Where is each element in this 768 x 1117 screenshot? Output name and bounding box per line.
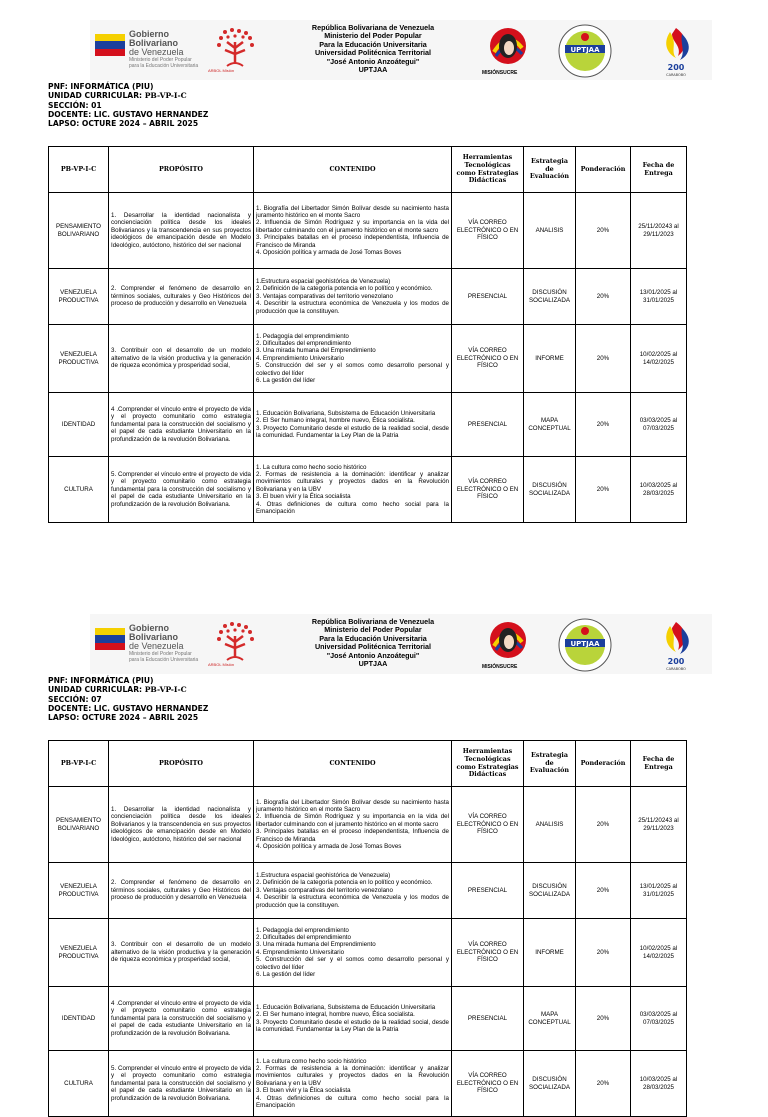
row-contenido — [254, 863, 452, 919]
institution-line: Universidad Politécnica Territorial — [314, 48, 432, 58]
seccion-label: SECCIÓN: 07 — [48, 694, 102, 704]
contenido-item: 2. Influencia de Simón Rodríguez y su importancia en la vida del libertador culminando con el juramento histórico en el monte sacro — [256, 813, 449, 828]
row-herramienta: VÍA CORREO ELECTRÓNICO O EN FÍSICO — [452, 457, 524, 523]
row-contenido — [254, 269, 452, 325]
contenido-item: 4. Emprendimiento Universitario — [256, 948, 345, 956]
unidad-label: UNIDAD CURRICULAR: — [48, 685, 145, 695]
docente-label: DOCENTE: LIC. GUSTAVO HERNANDEZ — [48, 109, 209, 119]
row-tema: PENSAMIENTO BOLIVARIANO — [49, 787, 109, 863]
venezuela-flag-icon — [95, 34, 125, 56]
row-contenido — [254, 787, 452, 863]
institution-line: UPTJAA — [358, 65, 388, 75]
row-tema: CULTURA — [49, 1051, 109, 1117]
course-info — [48, 82, 208, 128]
contenido-item: 3. Proyecto Comunitario desde el estudio de la realidad social, desde la comunidad. Fundamentar la Ley Plan de la Patria — [256, 1018, 449, 1033]
contenido-item: 4. Describir la estructura económica de Venezuela y los modos de producción que la constituyen. — [256, 300, 449, 315]
table-row — [49, 787, 687, 863]
row-tema: IDENTIDAD — [49, 393, 109, 457]
gov-logo-line3: de Venezuela — [129, 47, 184, 57]
institution-line: Ministerio del Poder Popular — [324, 625, 422, 635]
svg-text:200: 200 — [667, 63, 685, 72]
evaluation-plan-table — [48, 146, 687, 523]
row-fecha: 10/03/2025 al 28/03/2025 — [631, 1051, 687, 1117]
contenido-item: 1. Educación Bolivariana, Subsistema de Educación Universitaria — [256, 409, 436, 417]
row-fecha: 03/03/2025 al 07/03/2025 — [631, 987, 687, 1051]
contenido-item: 1. La cultura como hecho socio histórico — [256, 1057, 367, 1065]
pnf-label: PNF: INFORMÁTICA (PIU) — [48, 82, 154, 91]
contenido-item: 4. Oposición política y armada de José Tomas Boves — [256, 843, 402, 851]
docente-label: DOCENTE: LIC. GUSTAVO HERNANDEZ — [48, 703, 209, 713]
institution-block — [270, 618, 476, 668]
contenido-item: 1.Estructura espacial geohistórica de Venezuela) — [256, 871, 391, 879]
contenido-item: 4. Otras definiciones de cultura como hecho social para la Emancipación — [256, 500, 449, 516]
institution-line: Ministerio del Poder Popular — [324, 31, 422, 41]
row-estrategia: INFORME — [524, 325, 576, 393]
contenido-item: 4. Otras definiciones de cultura como hecho social para la Emancipación — [256, 1094, 449, 1110]
evaluation-plan-table — [48, 740, 687, 1117]
pnf-label: PNF: INFORMÁTICA (PIU) — [48, 676, 154, 685]
arbol-caption: ARBOL Misión — [208, 662, 235, 667]
header-herramientas: Herramientas Tecnológicas como Estrategias Didácticas — [452, 147, 524, 193]
table-row — [49, 863, 687, 919]
row-ponderacion: 20% — [576, 193, 631, 269]
contenido-item: 3. Una mirada humana del Emprendimiento — [256, 347, 376, 355]
contenido-item: 3. Principales batallas en el proceso independentista, Influencia de Francisco de Miranda — [256, 234, 449, 249]
row-herramienta: PRESENCIAL — [452, 863, 524, 919]
row-herramienta: PRESENCIAL — [452, 269, 524, 325]
contenido-item: 5. Construcción del ser y el somos como desarrollo personal y colectivo del líder — [256, 956, 449, 971]
contenido-item: 1. Pedagogía del emprendimiento — [256, 926, 349, 934]
row-ponderacion: 20% — [576, 987, 631, 1051]
header-proposito: PROPÓSITO — [109, 741, 254, 787]
contenido-item: 2. Definición de la categoría potencia en lo político y económico. — [256, 879, 433, 887]
course-info — [48, 676, 208, 722]
unidad-value: PB-VP-I-C — [144, 685, 187, 695]
table-row — [49, 1051, 687, 1117]
contenido-item: 1. La cultura como hecho socio histórico — [256, 463, 367, 471]
gov-logo-line3: de Venezuela — [129, 641, 184, 651]
contenido-item: 3. El buen vivir y la Ética socialista — [256, 493, 351, 501]
table-row — [49, 193, 687, 269]
row-proposito: 4 .Comprender el vínculo entre el proyecto de vida y el proyecto comunitario como estrategia fundamental para la construcción del socialismo y el papel de cada estudiante Universitario en la profundización de la revolución Bolivariana. — [109, 393, 254, 457]
row-contenido — [254, 325, 452, 393]
institution-line: UPTJAA — [358, 659, 388, 669]
row-tema: CULTURA — [49, 457, 109, 523]
contenido-item: 2. Dificultades del emprendimiento — [256, 339, 351, 347]
contenido-item: 3. Principales batallas en el proceso independentista, Influencia de Francisco de Miranda — [256, 828, 449, 843]
header-estrategia: Estrategia de Evaluación — [524, 741, 576, 787]
svg-text:CARABOBO: CARABOBO — [666, 73, 686, 77]
row-proposito: 5. Comprender el vínculo entre el proyecto de vida y el proyecto comunitario como estrategia fundamental para la construcción del socialismo y el papel de cada estudiante Universitario en la profundización de la revolución Bolivariana. — [109, 457, 254, 523]
institution-line: "José Antonio Anzoátegui" — [326, 56, 420, 66]
unidad-value: PB-VP-I-C — [144, 91, 187, 101]
unidad-label: UNIDAD CURRICULAR: — [48, 91, 145, 101]
row-proposito: 1. Desarrollar la identidad nacionalista y concienciación política desde los ideales Bolivarianos y la transcendencia en sus proyectos ideológicos de emancipación desde en Modelo Ideológico, autóctono, histórico del ser nacional — [109, 193, 254, 269]
table-row — [49, 987, 687, 1051]
row-fecha: 10/02/2025 al 14/02/2025 — [631, 325, 687, 393]
uptjaa-seal-icon — [545, 23, 625, 79]
row-proposito: 3. Contribuir con el desarrollo de un modelo alternativo de la visión productiva y la generación de riqueza económica y prosperidad social, — [109, 919, 254, 987]
bicentenario-carabobo-logo-icon — [642, 24, 710, 78]
plan-page-seccion-01 — [0, 20, 768, 540]
contenido-item: 1. Pedagogía del emprendimiento — [256, 332, 349, 340]
row-proposito: 2. Comprender el fenómeno de desarrollo en términos sociales, culturales y Geo Históricos del proceso de producción y desarrollo en Venezuela — [109, 863, 254, 919]
table-row — [49, 457, 687, 523]
table-row — [49, 325, 687, 393]
gov-logo-line5: para la Educación Universitaria — [129, 657, 199, 663]
mision-sucre-caption: MISIÓNSUCRE — [482, 70, 518, 76]
contenido-item: 3. El buen vivir y la Ética socialista — [256, 1087, 351, 1095]
row-ponderacion: 20% — [576, 863, 631, 919]
gov-logo-line5: para la Educación Universitaria — [129, 63, 199, 69]
header-estrategia: Estrategia de Evaluación — [524, 147, 576, 193]
contenido-item: 3. Ventajas comparativas del territorio venezolano — [256, 886, 393, 894]
header-unit: PB-VP-I-C — [49, 741, 109, 787]
header-banner — [90, 614, 712, 674]
gov-logo-line2: Bolivariano — [129, 38, 179, 48]
row-estrategia: DISCUSIÓN SOCIALIZADA — [524, 269, 576, 325]
contenido-item: 4. Oposición política y armada de José Tomas Boves — [256, 249, 402, 257]
gov-logo-line4: Ministerio del Poder Popular — [129, 651, 192, 657]
table-header-row — [49, 741, 687, 787]
contenido-item: 3. Proyecto Comunitario desde el estudio de la realidad social, desde la comunidad. Fundamentar la Ley Plan de la Patria — [256, 424, 449, 439]
row-tema: VENEZUELA PRODUCTIVA — [49, 919, 109, 987]
header-unit: PB-VP-I-C — [49, 147, 109, 193]
row-ponderacion: 20% — [576, 325, 631, 393]
institution-line: Universidad Politécnica Territorial — [314, 642, 432, 652]
row-fecha: 25/11/20243 al 29/11/2023 — [631, 193, 687, 269]
lapso-label: LAPSO: OCTURE 2024 – ABRIL 2025 — [48, 713, 199, 723]
arbol-mision-logo-icon — [205, 620, 265, 668]
institution-line: "José Antonio Anzoátegui" — [326, 650, 420, 660]
contenido-item: 2. Influencia de Simón Rodríguez y su importancia en la vida del libertador culminando con el juramento histórico en el monte sacro — [256, 219, 449, 234]
row-herramienta: VÍA CORREO ELECTRÓNICO O EN FÍSICO — [452, 325, 524, 393]
contenido-item: 2. El Ser humano integral, hombre nuevo, Ética socialista. — [256, 417, 415, 425]
arbol-mision-logo-icon — [205, 26, 265, 74]
table-row — [49, 269, 687, 325]
row-herramienta: PRESENCIAL — [452, 987, 524, 1051]
uptjaa-label: UPTJAA — [570, 46, 600, 54]
row-ponderacion: 20% — [576, 457, 631, 523]
row-contenido — [254, 457, 452, 523]
row-fecha: 25/11/20243 al 29/11/2023 — [631, 787, 687, 863]
header-contenido: CONTENIDO — [254, 147, 452, 193]
header-banner — [90, 20, 712, 80]
gobierno-bolivariano-logo — [95, 620, 200, 670]
svg-text:200: 200 — [667, 657, 685, 666]
row-contenido — [254, 393, 452, 457]
row-tema: VENEZUELA PRODUCTIVA — [49, 269, 109, 325]
contenido-item: 6. La gestión del líder — [256, 377, 316, 385]
contenido-item: 1. Biografía del Libertador Simón Bolívar desde su nacimiento hasta juramento histórico en el monte Sacro — [256, 798, 449, 813]
gov-logo-line1: Gobierno — [129, 623, 169, 633]
contenido-item: 3. Ventajas comparativas del territorio venezolano — [256, 292, 393, 300]
row-tema: IDENTIDAD — [49, 987, 109, 1051]
table-header-row — [49, 147, 687, 193]
row-herramienta: VÍA CORREO ELECTRÓNICO O EN FÍSICO — [452, 1051, 524, 1117]
row-ponderacion: 20% — [576, 1051, 631, 1117]
row-herramienta: VÍA CORREO ELECTRÓNICO O EN FÍSICO — [452, 787, 524, 863]
row-fecha: 10/02/2025 al 14/02/2025 — [631, 919, 687, 987]
row-estrategia: DISCUSIÓN SOCIALIZADA — [524, 1051, 576, 1117]
contenido-item: 2. El Ser humano integral, hombre nuevo, Ética socialista. — [256, 1011, 415, 1019]
row-fecha: 10/03/2025 al 28/03/2025 — [631, 457, 687, 523]
unidad-curricular — [48, 685, 208, 694]
header-contenido: CONTENIDO — [254, 741, 452, 787]
institution-line: República Bolivariana de Venezuela — [311, 23, 435, 32]
institution-line: República Bolivariana de Venezuela — [311, 617, 435, 626]
contenido-item: 4. Emprendimiento Universitario — [256, 354, 345, 362]
contenido-item: 5. Construcción del ser y el somos como desarrollo personal y colectivo del líder — [256, 362, 449, 377]
row-proposito: 3. Contribuir con el desarrollo de un modelo alternativo de la visión productiva y la generación de riqueza económica y prosperidad social, — [109, 325, 254, 393]
contenido-item: 3. Una mirada humana del Emprendimiento — [256, 941, 376, 949]
row-herramienta: VÍA CORREO ELECTRÓNICO O EN FÍSICO — [452, 193, 524, 269]
header-ponderacion: Ponderación — [576, 741, 631, 787]
row-estrategia: DISCUSIÓN SOCIALIZADA — [524, 863, 576, 919]
header-fecha: Fecha de Entrega — [631, 741, 687, 787]
row-tema: VENEZUELA PRODUCTIVA — [49, 325, 109, 393]
row-herramienta: PRESENCIAL — [452, 393, 524, 457]
row-estrategia: MAPA CONCEPTUAL — [524, 393, 576, 457]
contenido-item: 6. La gestión del líder — [256, 971, 316, 979]
row-ponderacion: 20% — [576, 919, 631, 987]
row-proposito: 1. Desarrollar la identidad nacionalista y concienciación política desde los ideales Bolivarianos y la transcendencia en sus proyectos ideológicos de emancipación desde en Modelo Ideológico, autóctono, histórico del ser nacional — [109, 787, 254, 863]
contenido-item: 1. Biografía del Libertador Simón Bolívar desde su nacimiento hasta juramento histórico en el monte Sacro — [256, 204, 449, 219]
uptjaa-label: UPTJAA — [570, 640, 600, 648]
row-contenido — [254, 1051, 452, 1117]
contenido-item: 2. Definición de la categoría potencia en lo político y económico. — [256, 285, 433, 293]
gov-logo-line1: Gobierno — [129, 29, 169, 39]
row-tema: VENEZUELA PRODUCTIVA — [49, 863, 109, 919]
venezuela-flag-icon — [95, 628, 125, 650]
header-proposito: PROPÓSITO — [109, 147, 254, 193]
row-fecha: 13/01/2025 al 31/01/2025 — [631, 269, 687, 325]
row-tema: PENSAMIENTO BOLIVARIANO — [49, 193, 109, 269]
contenido-item: 2. Dificultades del emprendimiento — [256, 933, 351, 941]
uptjaa-seal-icon — [545, 617, 625, 673]
row-estrategia: DISCUSIÓN SOCIALIZADA — [524, 457, 576, 523]
row-ponderacion: 20% — [576, 269, 631, 325]
unidad-curricular — [48, 91, 208, 100]
lapso-label: LAPSO: OCTURE 2024 – ABRIL 2025 — [48, 119, 199, 129]
institution-block — [270, 24, 476, 74]
row-proposito: 4 .Comprender el vínculo entre el proyecto de vida y el proyecto comunitario como estrategia fundamental para la construcción del socialismo y el papel de cada estudiante Universitario en la profundización de la revolución Bolivariana. — [109, 987, 254, 1051]
svg-text:CARABOBO: CARABOBO — [666, 667, 686, 671]
seccion-label: SECCIÓN: 01 — [48, 100, 102, 110]
row-contenido — [254, 987, 452, 1051]
row-contenido — [254, 919, 452, 987]
row-contenido — [254, 193, 452, 269]
row-estrategia: ANALISIS — [524, 787, 576, 863]
contenido-item: 4. Describir la estructura económica de Venezuela y los modos de producción que la constituyen. — [256, 894, 449, 909]
gov-logo-line4: Ministerio del Poder Popular — [129, 57, 192, 63]
mision-sucre-caption: MISIÓNSUCRE — [482, 664, 518, 670]
row-fecha: 03/03/2025 al 07/03/2025 — [631, 393, 687, 457]
header-fecha: Fecha de Entrega — [631, 147, 687, 193]
row-fecha: 13/01/2025 al 31/01/2025 — [631, 863, 687, 919]
table-row — [49, 919, 687, 987]
row-proposito: 5. Comprender el vínculo entre el proyecto de vida y el proyecto comunitario como estrategia fundamental para la construcción del socialismo y el papel de cada estudiante Universitario en la profundización de la revolución Bolivariana. — [109, 1051, 254, 1117]
row-estrategia: ANALISIS — [524, 193, 576, 269]
header-herramientas: Herramientas Tecnológicas como Estrategias Didácticas — [452, 741, 524, 787]
table-row — [49, 393, 687, 457]
contenido-item: 1. Educación Bolivariana, Subsistema de Educación Universitaria — [256, 1003, 436, 1011]
institution-line: Para la Educación Universitaria — [319, 633, 427, 643]
arbol-caption: ARBOL Misión — [208, 68, 235, 73]
gov-logo-line2: Bolivariano — [129, 632, 179, 642]
row-ponderacion: 20% — [576, 787, 631, 863]
bicentenario-carabobo-logo-icon — [642, 618, 710, 672]
plan-page-seccion-07 — [0, 614, 768, 1110]
header-ponderacion: Ponderación — [576, 147, 631, 193]
row-proposito: 2. Comprender el fenómeno de desarrollo en términos sociales, culturales y Geo Históricos del proceso de producción y desarrollo en Venezuela — [109, 269, 254, 325]
row-estrategia: INFORME — [524, 919, 576, 987]
contenido-item: 1.Estructura espacial geohistórica de Venezuela) — [256, 277, 391, 285]
gobierno-bolivariano-logo — [95, 26, 200, 76]
contenido-item: 2. Formas de resistencia a la dominación: identificar y analizar movimientos culturales y proyectos dados en la Revolución Bolivariana y en la UBV — [256, 470, 449, 493]
contenido-item: 2. Formas de resistencia a la dominación: identificar y analizar movimientos culturales y proyectos dados en la Revolución Bolivariana y en la UBV — [256, 1064, 449, 1087]
institution-line: Para la Educación Universitaria — [319, 39, 427, 49]
row-ponderacion: 20% — [576, 393, 631, 457]
row-herramienta: VÍA CORREO ELECTRÓNICO O EN FÍSICO — [452, 919, 524, 987]
row-estrategia: MAPA CONCEPTUAL — [524, 987, 576, 1051]
